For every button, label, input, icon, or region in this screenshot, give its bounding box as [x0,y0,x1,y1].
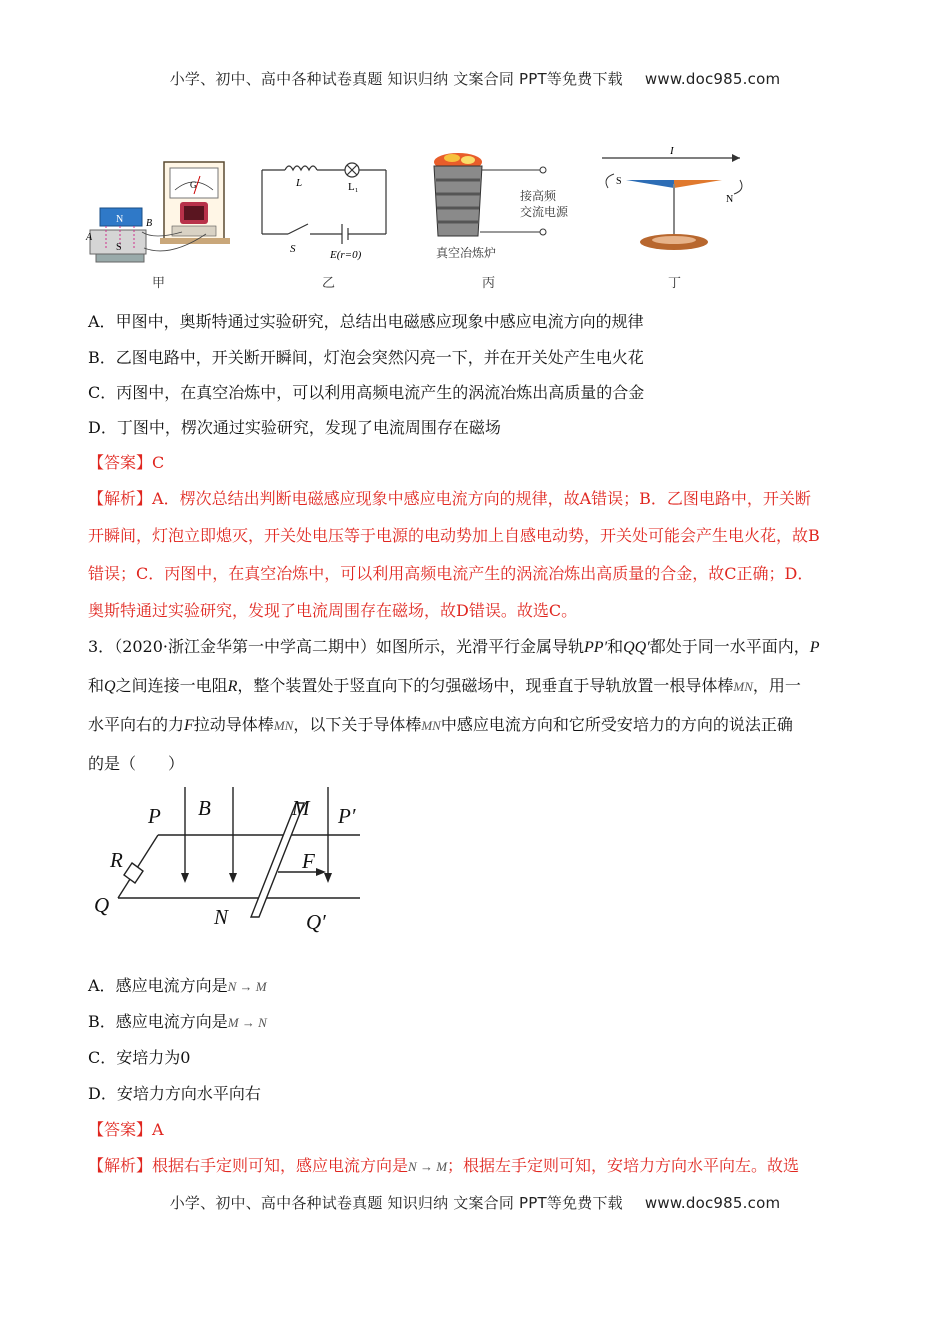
stem-text: 如图所示，光滑平行金属导轨 [376,637,585,656]
rail-label-p-prime: P′ [338,804,356,828]
header-site-link[interactable]: www.doc985.com [644,70,781,88]
diagram-jia [85,162,230,262]
symbol-p: P [809,639,820,656]
figure-experiments [80,140,780,290]
ding-label-i: I [670,145,674,157]
q2-analysis-line-4: 奥斯特通过实验研究，发现了电流周围存在磁场，故D错误。故选C。 [88,601,578,620]
option-key: C． [88,383,117,402]
q3-option-d [88,1084,868,1104]
diagram-yi-labels [290,177,362,261]
symbol-qq: QQ′ [623,639,650,656]
stem-text: 之间连接一电阻 [115,676,228,695]
option-text: 甲图中，奥斯特通过实验研究，总结出电磁感应现象中感应电流方向的规律 [115,312,644,331]
q2-answer [88,453,868,473]
q3-analysis-line-1 [88,1156,868,1177]
option-text: 乙图电路中，开关断开瞬间，灯泡会突然闪亮一下，并在开关处产生电火花 [115,348,644,367]
stem-text: 拉动导体棒 [193,715,274,734]
option-key: A． [88,976,116,995]
symbol-r: R [227,678,238,695]
q2-option-a [88,312,868,332]
diagram-ding [602,154,742,250]
ding-label-n: N [726,194,734,205]
question-source: （2020·浙江金华第一中学高二期中） [114,637,376,656]
option-text: 感应电流方向是 [115,1012,228,1031]
page-footer [0,1192,950,1213]
stem-text: 中感应电流方向和它所受安培力的方向的说法正确 [440,715,793,734]
option-key: D． [88,1084,117,1103]
jia-label-g: G [190,180,197,190]
caption-ding: 丁 [668,276,682,291]
option-text: 感应电流方向是 [115,976,228,995]
footer-site-link[interactable]: www.doc985.com [644,1194,781,1212]
q2-option-b [88,348,868,368]
stem-text: ，以下关于导体棒 [293,715,422,734]
option-text: 丁图中，楞次通过实验研究，发现了电流周围存在磁场 [116,418,501,437]
stem-text: 水平向右的力 [88,715,185,734]
option-key: B． [88,348,116,367]
rail-label-p: P [148,804,161,828]
option-key: D． [88,418,117,437]
symbol-f: F [184,717,194,734]
bing-label-furnace: 真空冶炼炉 [436,246,497,260]
option-formula: N → M [227,979,267,994]
q3-option-c [88,1048,868,1068]
symbol-pp: PP′ [584,639,608,656]
rail-label-q: Q [94,893,110,917]
symbol-mn: MN [733,679,753,694]
caption-yi: 乙 [322,276,336,291]
yi-label-l: L [296,177,303,189]
answer-label: 【答案】 [88,1120,153,1139]
rail-label-q-prime: Q′ [306,910,326,934]
jia-label-b: B [146,218,153,229]
bing-label-source: 接高频 交流电源 [520,189,569,219]
option-text: 丙图中，在真空冶炼中，可以利用高频电流产生的涡流冶炼出高质量的合金 [116,383,645,402]
analysis-text: 根据右手定则可知，感应电流方向是 [152,1156,409,1175]
rail-label-b: B [198,796,211,820]
header-text: 小学、初中、高中各种试卷真题 知识归纳 文案合同 PPT等免费下载 [169,70,623,88]
analysis-formula: N → M [408,1159,448,1174]
analysis-label: 【解析】 [88,1156,153,1175]
rail-label-n: N [214,905,229,929]
answer-value: C [152,453,165,472]
caption-jia: 甲 [152,276,166,291]
q2-analysis-line-1 [88,489,868,509]
q3-stem-line-1 [88,637,868,658]
q3-answer [88,1120,868,1140]
caption-bing: 丙 [482,276,496,291]
q2-option-c [88,383,868,403]
rail-label-f: F [302,849,315,873]
diagram-yi [262,163,386,244]
symbol-mn: MN [273,718,294,733]
jia-label-s: S [116,242,122,253]
jia-label-a: A [86,232,93,243]
option-text: 安培力为0 [116,1048,191,1067]
analysis-label: 【解析】 [88,489,153,508]
rail-label-r: R [110,848,123,872]
q2-analysis-line-2: 开瞬间，灯泡立即熄灭，开关处电压等于电源的电动势加上自感电动势，开关处可能会产生电火花，故B [88,526,820,545]
option-key: C． [88,1048,117,1067]
analysis-text: ；根据左手定则可知，安培力方向水平向左。故选 [447,1156,800,1175]
stem-text: 和 [607,637,624,656]
jia-label-n: N [116,214,124,225]
yi-label-l1: L₁ [348,181,359,193]
footer-text: 小学、初中、高中各种试卷真题 知识归纳 文案合同 PPT等免费下载 [169,1194,623,1212]
q3-option-b [88,1012,868,1033]
q3-option-a [88,976,868,997]
rail-label-m: M [292,796,310,820]
q3-stem-line-2 [88,676,868,697]
yi-label-e: E(r=0) [330,249,362,261]
stem-text: 和 [88,676,105,695]
ding-label-s: S [616,176,622,187]
q2-option-d [88,418,868,438]
symbol-mn: MN [421,718,441,733]
answer-value: A [152,1120,164,1139]
option-key: B． [88,1012,116,1031]
question-number: 3． [88,637,115,656]
q3-stem-line-4: 的是（ ） [88,754,185,773]
analysis-text: A．楞次总结出判断电磁感应现象中感应电流方向的规律，故A错误；B．乙图电路中，开关断 [152,489,811,508]
symbol-q: Q [104,678,116,695]
yi-label-s: S [290,243,296,255]
q2-analysis-line-3: 错误；C．丙图中，在真空冶炼中，可以利用高频电流产生的涡流冶炼出高质量的合金，故C正确；D． [88,564,814,583]
q3-stem-line-3 [88,715,868,736]
answer-label: 【答案】 [88,453,153,472]
stem-text: ，整个装置处于竖直向下的匀强磁场中，现垂直于导轨放置一根导体棒 [237,676,734,695]
option-key: A． [88,312,116,331]
option-formula: M → N [227,1015,267,1030]
figure-rails [88,785,378,940]
stem-text: 都处于同一水平面内， [649,637,810,656]
stem-text: ，用一 [752,676,801,695]
option-text: 安培力方向水平向右 [116,1084,261,1103]
page-header [0,68,950,89]
